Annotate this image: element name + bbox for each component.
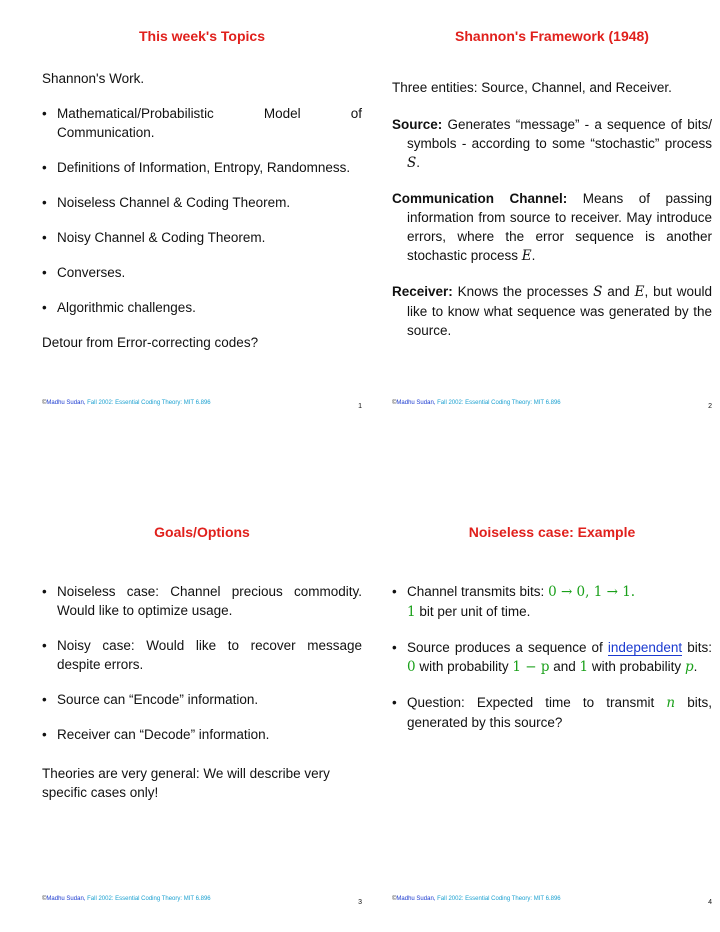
- definition-source: Source: Generates “message” - a sequence of bits/ symbols - according to some “stochastic” process S.: [392, 117, 712, 171]
- slide-body: [392, 582, 712, 732]
- independent-link[interactable]: independent: [607, 640, 683, 655]
- list-item: • Question: Expected time to transmit n bits, generated by this source?: [392, 693, 712, 732]
- definition-channel: Communication Channel: Means of passing information from source to receiver. May introduce errors, where the error sequence is another stochastic process E.: [392, 191, 712, 264]
- slide-2: [392, 18, 712, 410]
- outro-text: Theories are very general: We will describe very specific cases only!: [42, 766, 330, 800]
- slide-3: [42, 514, 362, 906]
- footer-course: Fall 2002: Essential Coding Theory: MIT 6.896: [435, 896, 561, 902]
- slide-1: [42, 18, 362, 410]
- copyright-symbol: ©: [42, 400, 47, 406]
- list-item: • Noisy Channel & Coding Theorem.: [42, 228, 362, 247]
- page-number: 3: [358, 899, 362, 906]
- footer-course: Fall 2002: Essential Coding Theory: MIT 6.896: [85, 400, 211, 406]
- list-item: • Receiver can “Decode” information.: [42, 725, 362, 744]
- page-number: 2: [708, 403, 712, 410]
- list-item: • Noiseless Channel & Coding Theorem.: [42, 193, 362, 212]
- slide-footer: [392, 896, 712, 906]
- footer-course: Fall 2002: Essential Coding Theory: MIT 6.896: [85, 896, 211, 902]
- copyright-symbol: ©: [42, 896, 47, 902]
- slide-title: This week's Topics: [139, 28, 265, 44]
- slide-footer: [42, 400, 362, 410]
- definition-receiver: Receiver: Knows the processes S and E, but would like to know what sequence was generated by the source.: [392, 284, 712, 338]
- slide-title: Shannon's Framework (1948): [455, 28, 649, 44]
- slide-body: [392, 78, 712, 340]
- list-item: • Noisy case: Would like to recover message despite errors.: [42, 636, 362, 674]
- list-item: • Source can “Encode” information.: [42, 690, 362, 709]
- slide-title: Noiseless case: Example: [468, 524, 636, 540]
- slide-footer: [392, 400, 712, 410]
- list-item: • Noiseless case: Channel precious commodity. Would like to optimize usage.: [42, 582, 362, 620]
- footer-author: Madhu Sudan,: [396, 400, 436, 406]
- footer-author: Madhu Sudan,: [396, 896, 436, 902]
- slide-body: [42, 582, 362, 802]
- page-number: 4: [708, 899, 712, 906]
- bullet-list: [42, 104, 362, 317]
- copyright-symbol: ©: [392, 896, 397, 902]
- list-item: • Algorithmic challenges.: [42, 298, 362, 317]
- list-item: • Mathematical/Probabilistic Model of Communication.: [42, 104, 362, 142]
- term-label: Receiver:: [392, 284, 453, 299]
- slide-body: [42, 69, 362, 352]
- footer-author: Madhu Sudan,: [46, 400, 86, 406]
- list-item: • Definitions of Information, Entropy, Randomness.: [42, 158, 362, 177]
- slide-title: Goals/Options: [154, 524, 250, 540]
- list-item: • Converses.: [42, 263, 362, 282]
- page-number: 1: [358, 403, 362, 410]
- term-label: Source:: [392, 117, 443, 132]
- list-item: • Channel transmits bits: 0 → 0, 1 → 1. 1 bit per unit of time.: [392, 582, 712, 622]
- intro-text: Shannon's Work.: [42, 71, 145, 86]
- term-label: Communication Channel:: [392, 191, 568, 206]
- copyright-symbol: ©: [392, 400, 397, 406]
- bullet-list: [42, 582, 362, 744]
- intro-text: Three entities: Source, Channel, and Receiver.: [392, 80, 672, 95]
- outro-text: Detour from Error-correcting codes?: [42, 335, 259, 350]
- footer-course: Fall 2002: Essential Coding Theory: MIT 6.896: [435, 400, 561, 406]
- footer-author: Madhu Sudan,: [46, 896, 86, 902]
- slide-footer: [42, 896, 362, 906]
- slide-4: [392, 514, 712, 906]
- bullet-list: [392, 582, 712, 732]
- list-item: • Source produces a sequence of independent bits: 0 with probability 1 − p and 1 with probability p.: [392, 638, 712, 677]
